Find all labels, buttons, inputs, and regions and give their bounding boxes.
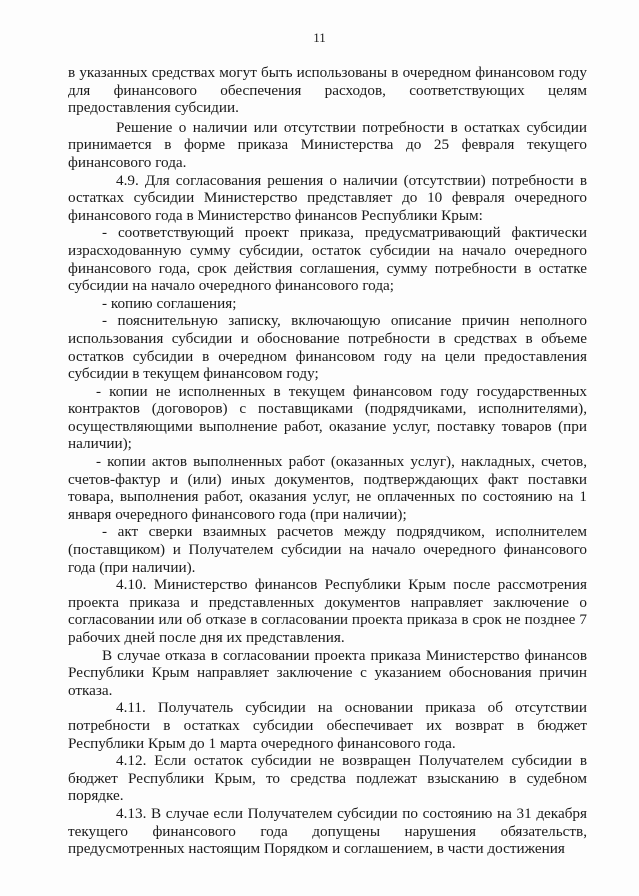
list-item-agreement-copy: - копию соглашения; [102, 294, 237, 312]
paragraph-4-9: 4.9. Для согласования решения о наличии (отсутствии) потребности в остатках субсидии Министерство представляет до 10 февраля очередного финансового года в Министерство финансов Республики Крым: [68, 171, 587, 224]
document-body [68, 64, 587, 858]
paragraph-4-11: 4.11. Получатель субсидии на основании приказа об отсутствии потребности в остатках субсидии обеспечивает их возврат в бюджет Республики Крым до 1 марта очередного финансового года. [68, 699, 587, 752]
list-item-explanatory-note: - пояснительную записку, включающую описание причин неполного использования субсидии и обоснование потребности в средствах в объеме остатков субсидии в очередном финансовом году на цели предоставления субсидии в текущем финансовом году; [68, 312, 587, 383]
list-item-acts: - копии актов выполненных работ (оказанных услуг), накладных, счетов, счетов-фактур и (или) иных документов, подтверждающих факт поставки товара, выполнения работ, оказания услуг, не оплаченных по состоянию на 1 января очередного финансового года (при наличии); [68, 453, 587, 523]
paragraph-refusal: В случае отказа в согласовании проекта приказа Министерство финансов Республики Крым направляет заключение с указанием обоснования причин отказа. [68, 646, 587, 699]
list-item-draft-order: - соответствующий проект приказа, предусматривающий фактически израсходованную сумму субсидии, остаток субсидии на начало очередного финансового года, срок действия соглашения, сумму потребности в остатке субсидии на начало очередного финансового года; [68, 224, 587, 295]
paragraph-4-12: 4.12. Если остаток субсидии не возвращен Получателем субсидии в бюджет Республики Крым, то средства подлежат взысканию в судебном порядке. [68, 752, 587, 805]
page-number: 11 [313, 30, 326, 45]
list-item-contracts: - копии не исполненных в текущем финансовом году государственных контрактов (договоров) с поставщиками (подрядчиками, исполнителями), осуществляющими выполнение работ, оказание услуг, поставку товаров (при наличии); [68, 382, 587, 453]
paragraph-4-10: 4.10. Министерство финансов Республики Крым после рассмотрения проекта приказа и представленных документов направляет заключение о согласовании или об отказе в согласовании проекта приказа в срок не позднее 7 рабочих дней после дня их представления. [68, 576, 587, 646]
paragraph-4-13: 4.13. В случае если Получателем субсидии по состоянию на 31 декабря текущего финансового года допущены нарушения обязательств, предусмотренных настоящим Порядком и соглашением, в части достижения [68, 804, 587, 858]
list-item-reconciliation: - акт сверки взаимных расчетов между подрядчиком, исполнителем (поставщиком) и Получателем субсидии на начало очередного финансового года (при наличии). [68, 523, 587, 576]
paragraph-decision: Решение о наличии или отсутствии потребности в остатках субсидии принимается в форме приказа Министерства до 25 февраля текущего финансового года. [68, 118, 587, 171]
paragraph-continuation: в указанных средствах могут быть использованы в очередном финансовом году для финансового обеспечения расходов, соответствующих целям предоставления субсидии. [68, 64, 587, 117]
